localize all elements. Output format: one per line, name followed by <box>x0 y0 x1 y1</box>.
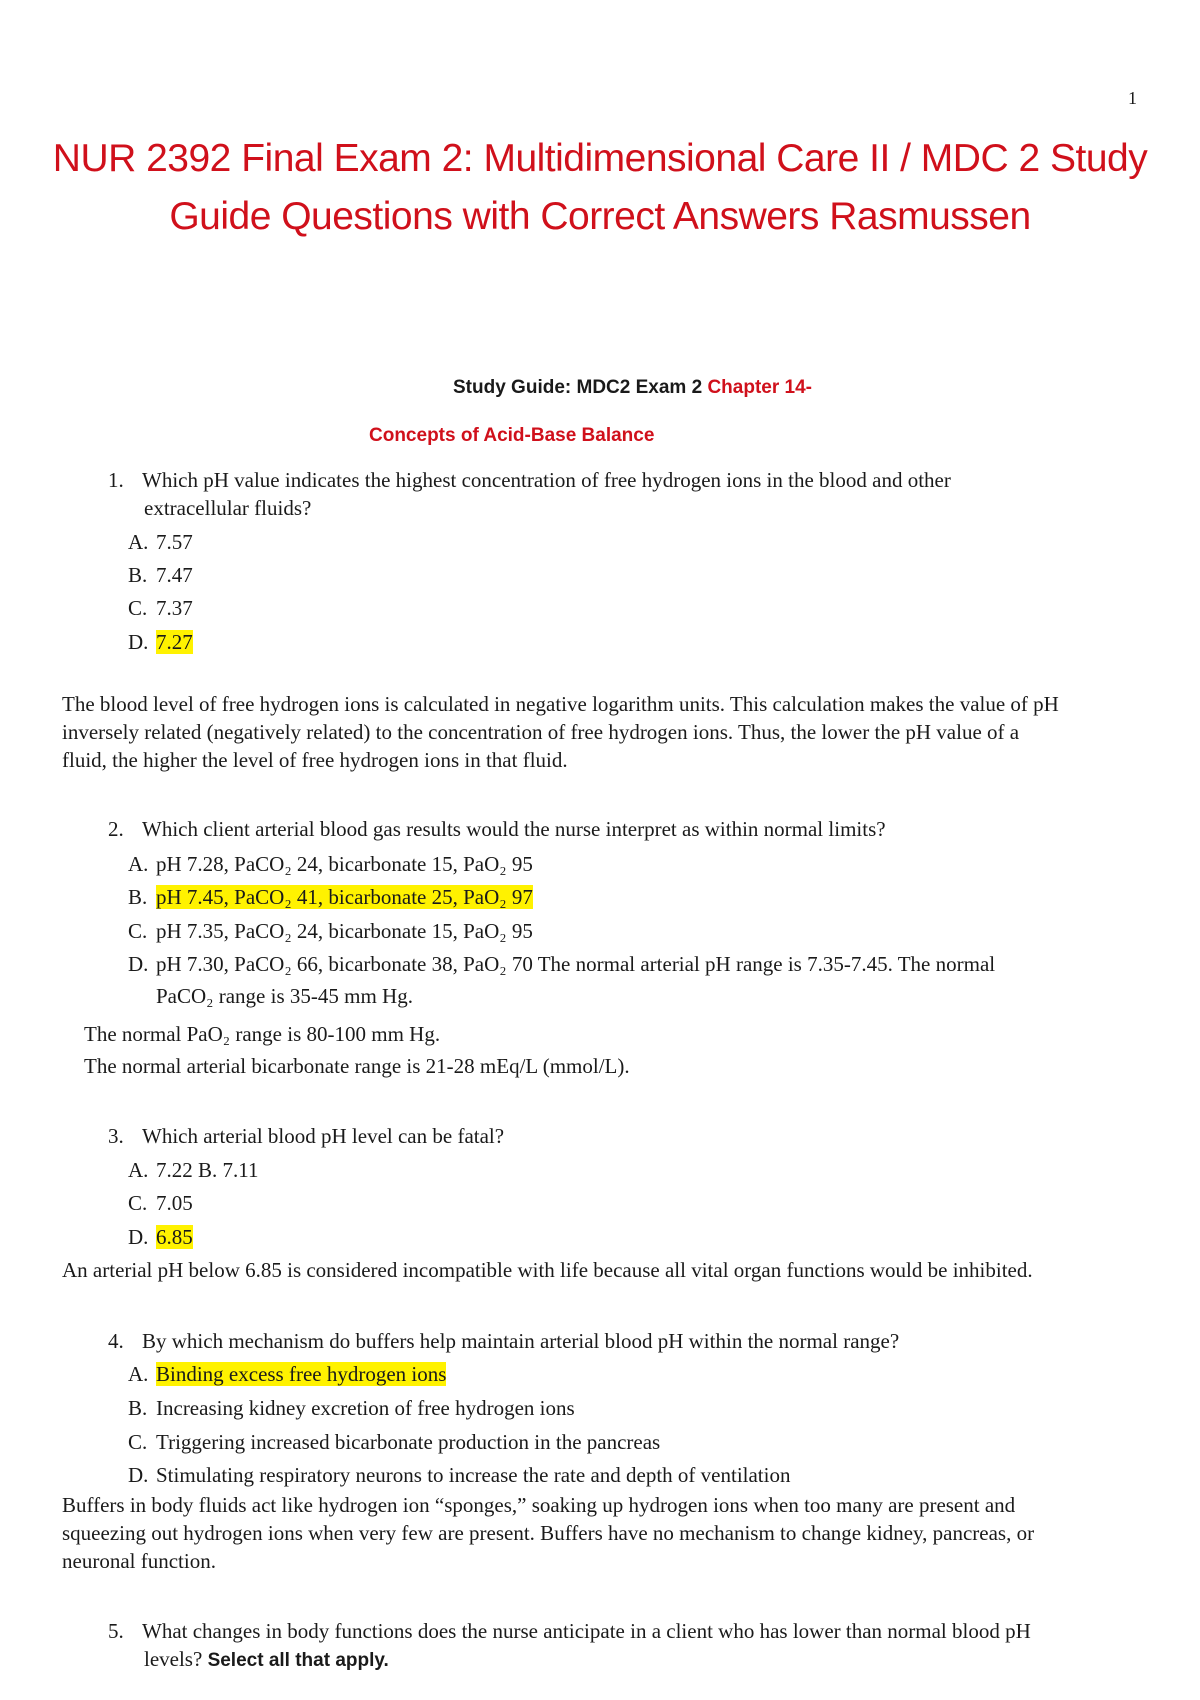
document-title <box>40 130 1160 246</box>
chapter-subheading: Concepts of Acid-Base Balance <box>369 425 655 446</box>
q2-option-b: B. pH 7.45, PaCO₂ 41, bicarbonate 25, PaO₂ 97 <box>128 885 533 909</box>
q3-option-c: C. 7.05 <box>128 1191 193 1215</box>
question-4 <box>108 1327 1068 1355</box>
correct-answer-highlight: pH 7.45, PaCO₂ 41, bicarbonate 25, PaO₂ 97 <box>156 885 533 909</box>
correct-answer-highlight: 6.85 <box>156 1225 193 1249</box>
question-text-cont: extracellular fluids? <box>144 496 312 520</box>
question-text: By which mechanism do buffers help maintain arterial blood pH within the normal range? <box>142 1329 900 1353</box>
question-text: Which arterial blood pH level can be fatal? <box>142 1124 505 1148</box>
q2-option-c: C. pH 7.35, PaCO₂ 24, bicarbonate 15, PaO₂ 95 <box>128 919 533 943</box>
q1-option-d: D. 7.27 <box>128 630 193 654</box>
question-number: 1. <box>108 468 124 492</box>
title-line-1: NUR 2392 Final Exam 2: Multidimensional Care II / MDC 2 Study <box>52 137 1148 180</box>
page-number: 1 <box>1128 88 1137 108</box>
q2-note-pao2: The normal PaO₂ range is 80-100 mm Hg. <box>84 1022 441 1046</box>
q3-option-d: D. 6.85 <box>128 1225 193 1249</box>
q1-explanation: The blood level of free hydrogen ions is calculated in negative logarithm units. This calculation makes the value of pH inversely related (negatively related) to the concentration of free hydrogen ions. Thus, the lower the pH value of a fluid, the higher the level of free hydrogen ions in that fluid. <box>62 692 1059 772</box>
heading-chapter: Chapter 14- <box>707 377 812 398</box>
question-number: 2. <box>108 817 124 841</box>
question-number: 4. <box>108 1329 124 1353</box>
q2-note-bicarbonate: The normal arterial bicarbonate range is 21-28 mEq/L (mmol/L). <box>84 1054 630 1078</box>
q4-option-b: B. Increasing kidney excretion of free hydrogen ions <box>128 1396 575 1420</box>
q3-option-ab: A. 7.22 B. 7.11 <box>128 1158 259 1182</box>
q2-option-a: A. pH 7.28, PaCO₂ 24, bicarbonate 15, PaO₂ 95 <box>128 852 533 876</box>
question-2 <box>108 815 1068 843</box>
q4-option-a: A. Binding excess free hydrogen ions <box>128 1362 447 1386</box>
question-number: 5. <box>108 1619 124 1643</box>
q4-option-c: C. Triggering increased bicarbonate production in the pancreas <box>128 1430 661 1454</box>
q1-option-c: C. 7.37 <box>128 596 193 620</box>
question-text-cont: levels? Select all that apply. <box>144 1647 389 1671</box>
correct-answer-highlight: 7.27 <box>156 630 193 654</box>
question-text: Which pH value indicates the highest concentration of free hydrogen ions in the blood and other <box>142 468 951 492</box>
q2-option-d: D. pH 7.30, PaCO₂ 66, bicarbonate 38, PaO₂ 70 The normal arterial pH range is 7.35-7.45. The normal <box>128 952 996 976</box>
question-text: Which client arterial blood gas results would the nurse interpret as within normal limits? <box>142 817 886 841</box>
q1-option-b: B. 7.47 <box>128 563 193 587</box>
question-number: 3. <box>108 1124 124 1148</box>
heading-black: Study Guide: MDC2 Exam 2 <box>453 377 703 398</box>
q2-option-d-cont: PaCO₂ range is 35-45 mm Hg. <box>156 984 413 1008</box>
title-line-2: Guide Questions with Correct Answers Rasmussen <box>169 195 1031 238</box>
select-all-instruction: Select all that apply. <box>207 1650 389 1671</box>
correct-answer-highlight: Binding excess free hydrogen ions <box>156 1362 447 1386</box>
q4-explanation: Buffers in body fluids act like hydrogen ion “sponges,” soaking up hydrogen ions when too many are present and squeezing out hydrogen ions when very few are present. Buffers have no mechanism to change kidney, pancreas, or neuronal function. <box>62 1493 1035 1573</box>
q3-explanation: An arterial pH below 6.85 is considered incompatible with life because all vital organ functions would be inhibited. <box>62 1258 1033 1282</box>
study-guide-heading <box>453 374 812 402</box>
question-5 <box>108 1617 1068 1675</box>
q4-option-d: D. Stimulating respiratory neurons to increase the rate and depth of ventilation <box>128 1463 791 1487</box>
question-3 <box>108 1122 1068 1150</box>
question-text: What changes in body functions does the nurse anticipate in a client who has lower than normal blood pH <box>142 1619 1031 1643</box>
q1-option-a: A. 7.57 <box>128 530 193 554</box>
question-1 <box>108 466 1068 522</box>
